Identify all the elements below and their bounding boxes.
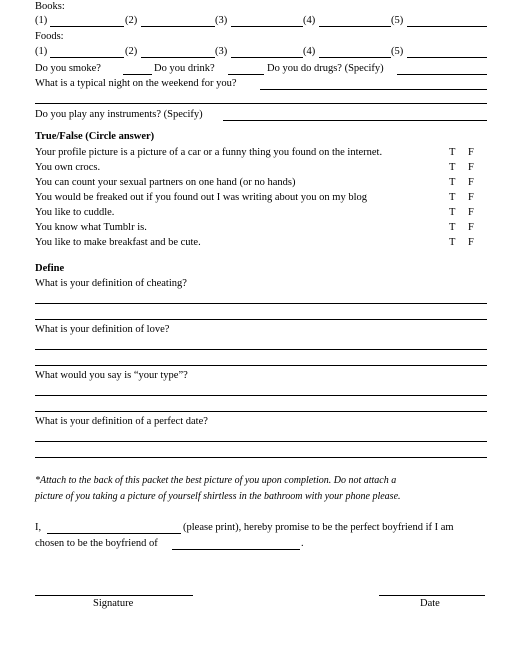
books-slot-1: (1) (35, 15, 48, 26)
define-question-type: What would you say is “your type”? (35, 370, 188, 381)
chooser-name-blank[interactable] (172, 549, 300, 550)
foods-label: Foods: (35, 31, 64, 42)
pledge-end: . (301, 538, 304, 549)
tf-false-option[interactable]: F (468, 147, 474, 158)
foods-slot-2: (2) (125, 46, 138, 57)
true-false-heading: True/False (Circle answer) (35, 131, 155, 142)
tf-false-option[interactable]: F (468, 207, 474, 218)
books-slot-3: (3) (215, 15, 228, 26)
foods-blank-3[interactable] (231, 57, 303, 58)
answer-line[interactable] (35, 395, 487, 396)
books-slot-5: (5) (391, 15, 404, 26)
weekend-question: What is a typical night on the weekend for you? (35, 78, 237, 89)
tf-true-option[interactable]: T (449, 192, 456, 203)
foods-slot-3: (3) (215, 46, 228, 57)
tf-false-option[interactable]: F (468, 222, 474, 233)
tf-true-option[interactable]: T (449, 222, 456, 233)
tf-true-option[interactable]: T (449, 207, 456, 218)
books-blank-2[interactable] (141, 26, 215, 27)
attach-note-line-1: *Attach to the back of this packet the best picture of you upon completion. Do not attach a (35, 475, 397, 486)
attach-note-line-2: picture of you taking a picture of yourself shirtless in the bathroom with your phone please. (35, 491, 401, 502)
tf-true-option[interactable]: T (449, 237, 456, 248)
tf-statement: You would be freaked out if you found out I was writing about you on my blog (35, 192, 367, 203)
define-question-cheating: What is your definition of cheating? (35, 278, 187, 289)
signature-label: Signature (93, 598, 134, 609)
tf-true-option[interactable]: T (449, 147, 456, 158)
answer-line[interactable] (35, 441, 487, 442)
tf-statement: You can count your sexual partners on one hand (or no hands) (35, 177, 296, 188)
drink-question: Do you drink? (154, 63, 215, 74)
answer-line[interactable] (35, 303, 487, 304)
answer-line[interactable] (35, 411, 487, 412)
pledge-line-2-text: chosen to be the boyfriend of (35, 538, 158, 549)
weekend-blank-1[interactable] (260, 89, 487, 90)
books-blank-1[interactable] (50, 26, 124, 27)
date-line[interactable] (379, 595, 485, 596)
foods-slot-4: (4) (303, 46, 316, 57)
tf-false-option[interactable]: F (468, 162, 474, 173)
smoke-question: Do you smoke? (35, 63, 101, 74)
foods-blank-5[interactable] (407, 57, 487, 58)
books-slot-4: (4) (303, 15, 316, 26)
drugs-blank[interactable] (397, 74, 487, 75)
instruments-question: Do you play any instruments? (Specify) (35, 109, 203, 120)
name-print-blank[interactable] (47, 533, 181, 534)
tf-false-option[interactable]: F (468, 177, 474, 188)
pledge-prefix: I, (35, 522, 42, 533)
date-label: Date (420, 598, 440, 609)
tf-statement: You know what Tumblr is. (35, 222, 147, 233)
tf-true-option[interactable]: T (449, 177, 456, 188)
books-blank-5[interactable] (407, 26, 487, 27)
answer-line[interactable] (35, 319, 487, 320)
answer-line[interactable] (35, 365, 487, 366)
tf-false-option[interactable]: F (468, 192, 474, 203)
answer-line[interactable] (35, 349, 487, 350)
define-question-date: What is your definition of a perfect date? (35, 416, 208, 427)
define-question-love: What is your definition of love? (35, 324, 170, 335)
instruments-blank[interactable] (223, 120, 487, 121)
define-heading: Define (35, 263, 65, 274)
drugs-question: Do you do drugs? (Specify) (267, 63, 384, 74)
books-label: Books: (35, 1, 65, 12)
books-blank-3[interactable] (231, 26, 303, 27)
answer-line[interactable] (35, 457, 487, 458)
foods-slot-1: (1) (35, 46, 48, 57)
foods-slot-5: (5) (391, 46, 404, 57)
smoke-blank[interactable] (123, 74, 152, 75)
tf-statement: You like to make breakfast and be cute. (35, 237, 201, 248)
foods-blank-1[interactable] (50, 57, 124, 58)
tf-false-option[interactable]: F (468, 237, 474, 248)
books-slot-2: (2) (125, 15, 138, 26)
drink-blank[interactable] (228, 74, 264, 75)
weekend-blank-2[interactable] (35, 103, 487, 104)
tf-true-option[interactable]: T (449, 162, 456, 173)
foods-blank-4[interactable] (319, 57, 391, 58)
books-blank-4[interactable] (319, 26, 391, 27)
tf-statement: Your profile picture is a picture of a car or a funny thing you found on the internet. (35, 147, 383, 158)
signature-line[interactable] (35, 595, 193, 596)
pledge-line-1-text: (please print), hereby promise to be the perfect boyfriend if I am (183, 522, 454, 533)
tf-statement: You like to cuddle. (35, 207, 115, 218)
foods-blank-2[interactable] (141, 57, 215, 58)
tf-statement: You own crocs. (35, 162, 101, 173)
